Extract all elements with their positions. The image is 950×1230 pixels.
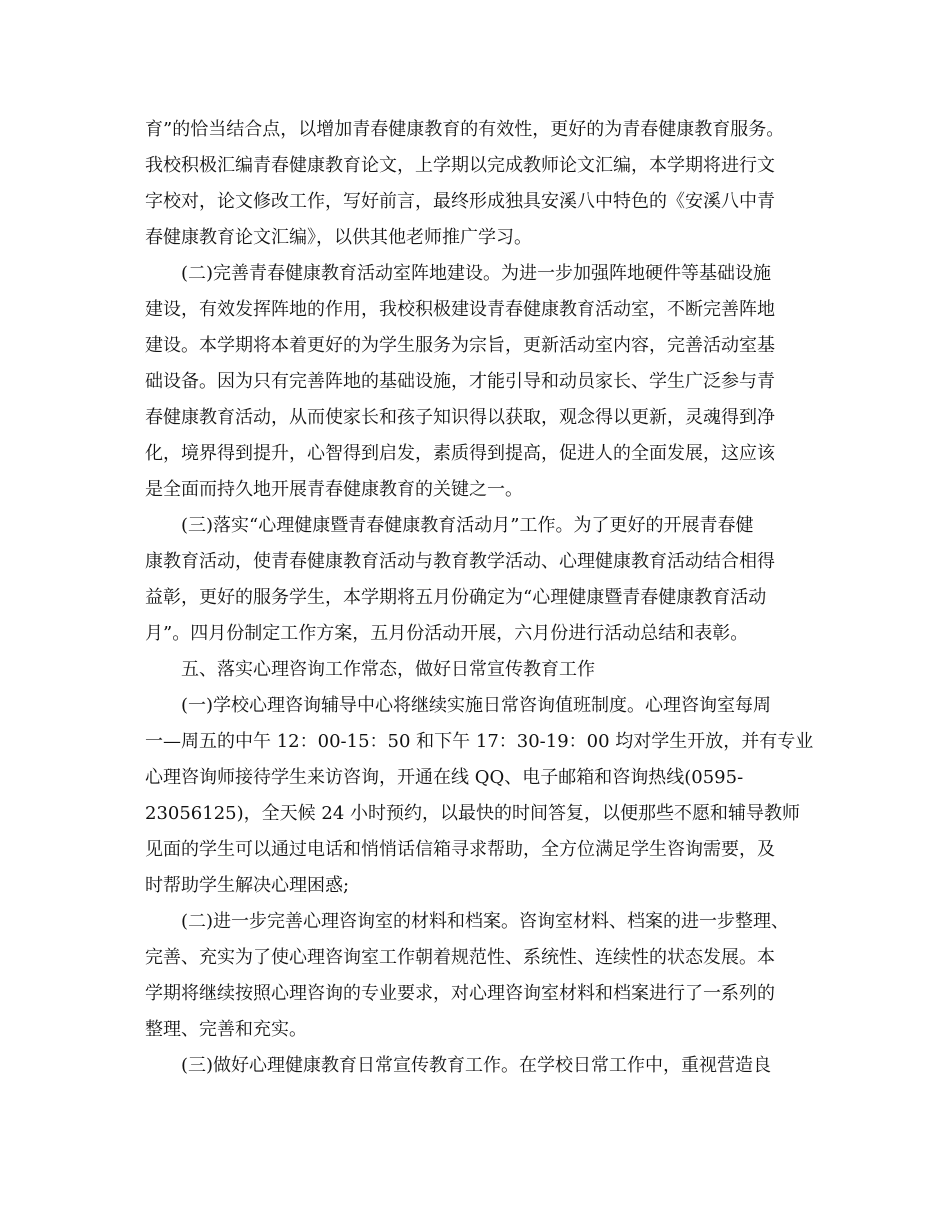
text-line: 整理、完善和充实。 [145, 1019, 307, 1040]
text-line: 时帮助学生解决心理困惑; [145, 875, 350, 896]
text-line: (二)完善青春健康教育活动室阵地建设。为进一步加强阵地硬件等基础设施 [181, 263, 772, 284]
text-line: (二)进一步完善心理咨询室的材料和档案。咨询室材料、档案的进一步整理、 [181, 911, 790, 932]
text-line: 我校积极汇编青春健康教育论文，上学期以完成教师论文汇编，本学期将进行文 [145, 155, 775, 176]
text-line: (三)做好心理健康教育日常宣传教育工作。在学校日常工作中，重视营造良 [181, 1055, 772, 1076]
text-line: 益彰，更好的服务学生，本学期将五月份确定为“心理健康暨青春健康教育活动 [145, 587, 767, 608]
text-line: 是全面而持久地开展青春健康教育的关键之一。 [145, 479, 523, 500]
paragraph-activity-room [145, 256, 815, 508]
paragraph-counseling-records [145, 904, 815, 1048]
text-line: 础设备。因为只有完善阵地的基础设施，才能引导和动员家长、学生广泛参与青 [145, 371, 775, 392]
text-line: 建设，有效发挥阵地的作用，我校积极建设青春健康教育活动室，不断完善阵地 [145, 299, 775, 320]
text-line: 字校对，论文修改工作，写好前言，最终形成独具安溪八中特色的《安溪八中青 [145, 191, 775, 212]
document-body [145, 112, 815, 1084]
text-line: 育”的恰当结合点，以增加青春健康教育的有效性，更好的为青春健康教育服务。 [145, 119, 785, 140]
section-heading-text: 五、落实心理咨询工作常态，做好日常宣传教育工作 [181, 659, 595, 680]
paragraph-activity-month [145, 508, 815, 652]
text-line: 康教育活动，使青春健康教育活动与教育教学活动、心理健康教育活动结合相得 [145, 551, 775, 572]
text-line: 一—周五的中午 12：00-15：50 和下午 17：30-19：00 均对学生开放，并有专业 [145, 731, 814, 752]
paragraph-continuation [145, 112, 815, 256]
section-heading [145, 652, 815, 688]
text-line: 建设。本学期将本着更好的为学生服务为宗旨，更新活动室内容，完善活动室基 [145, 335, 775, 356]
paragraph-publicity [145, 1048, 815, 1084]
text-line: 学期将继续按照心理咨询的专业要求，对心理咨询室材料和档案进行了一系列的 [145, 983, 775, 1004]
text-line: 月”。四月份制定工作方案，五月份活动开展，六月份进行活动总结和表彰。 [145, 623, 749, 644]
text-line: 化，境界得到提升，心智得到启发，素质得到提高，促进人的全面发展，这应该 [145, 443, 775, 464]
paragraph-counseling-duty [145, 688, 815, 904]
text-line: 完善、充实为了使心理咨询室工作朝着规范性、系统性、连续性的状态发展。本 [145, 947, 775, 968]
text-line: (一)学校心理咨询辅导中心将继续实施日常咨询值班制度。心理咨询室每周 [181, 695, 772, 716]
text-line: 春健康教育活动，从而使家长和孩子知识得以获取，观念得以更新，灵魂得到净 [145, 407, 775, 428]
text-line: 心理咨询师接待学生来访咨询，开通在线 QQ、电子邮箱和咨询热线(0595- [145, 767, 744, 788]
text-line: 23056125)，全天候 24 小时预约，以最快的时间答复，以便那些不愿和辅导教师 [145, 803, 800, 824]
text-line: (三)落实“心理健康暨青春健康教育活动月”工作。为了更好的开展青春健 [181, 515, 754, 536]
text-line: 见面的学生可以通过电话和悄悄话信箱寻求帮助，全方位满足学生咨询需要，及 [145, 839, 775, 860]
text-line: 春健康教育论文汇编》，以供其他老师推广学习。 [145, 227, 532, 248]
